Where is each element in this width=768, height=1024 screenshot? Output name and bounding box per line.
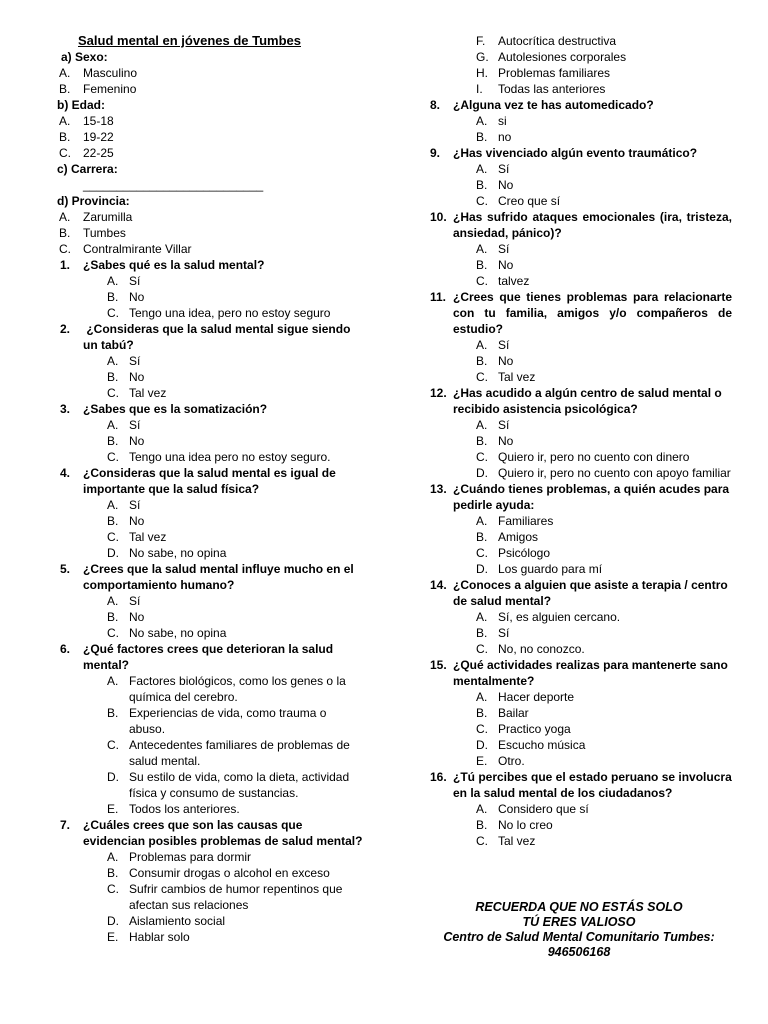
option-label: Escucho música <box>498 738 586 752</box>
question-text <box>426 97 732 113</box>
question-label: ¿Tú percibes que el estado peruano se involucra en la salud mental de los ciudadanos? <box>453 770 736 800</box>
option-label: No sabe, no opina <box>129 626 227 640</box>
question-block <box>426 289 736 385</box>
option-letter: C. <box>107 530 119 544</box>
option-letter: C. <box>107 450 119 464</box>
option-label: Sí <box>498 162 510 176</box>
option-letter: G. <box>476 50 489 64</box>
question-number: 6. <box>60 642 71 656</box>
option-label: Aislamiento social <box>129 914 226 928</box>
option-letter: C. <box>107 306 119 320</box>
option-letter: B. <box>107 514 119 528</box>
option-item[interactable] <box>57 225 363 241</box>
option-label: Todas las anteriores <box>498 82 606 96</box>
closing-line-3: Centro de Salud Mental Comunitario Tumbes: <box>443 930 715 944</box>
option-item[interactable] <box>57 289 363 305</box>
option-letter: B. <box>476 434 488 448</box>
option-label: No <box>129 514 145 528</box>
option-letter: A. <box>476 514 488 528</box>
option-label: Tal vez <box>498 370 536 384</box>
option-letter: C. <box>476 546 488 560</box>
option-label: Antecedentes familiares de problemas de salud mental. <box>129 738 350 768</box>
carrera-heading: c) Carrera: <box>57 162 118 176</box>
option-item[interactable] <box>426 609 732 625</box>
question-block <box>426 385 732 481</box>
option-letter: C. <box>476 642 488 656</box>
option-label: No <box>498 258 514 272</box>
option-letter: C. <box>476 722 488 736</box>
question-block <box>57 321 363 401</box>
option-label: No, no conozco. <box>498 642 585 656</box>
option-letter: B. <box>476 626 488 640</box>
option-item[interactable] <box>426 337 732 353</box>
option-item[interactable] <box>426 705 732 721</box>
question-number: 15. <box>430 658 447 672</box>
option-label: Todos los anteriores. <box>129 802 240 816</box>
option-label: Problemas para dormir <box>129 850 252 864</box>
option-letter: B. <box>107 370 119 384</box>
question-label: ¿Has acudido a algún centro de salud mental o recibido asistencia psicológica? <box>453 386 726 416</box>
question-label: ¿Qué factores crees que deterioran la salud mental? <box>83 642 337 672</box>
option-label: Quiero ir, pero no cuento con apoyo familiar <box>498 466 731 480</box>
question-number: 8. <box>430 98 441 112</box>
option-letter: D. <box>107 770 119 784</box>
option-item[interactable] <box>57 449 363 465</box>
option-letter: A. <box>107 354 119 368</box>
question-text <box>426 209 736 241</box>
option-label: Sí <box>498 338 510 352</box>
questions-right <box>426 33 736 849</box>
option-item[interactable] <box>426 129 732 145</box>
option-letter: F. <box>476 34 486 48</box>
question-number: 2. <box>60 322 71 336</box>
option-label: Problemas familiares <box>498 66 611 80</box>
option-item[interactable] <box>426 417 732 433</box>
option-letter: B. <box>476 530 488 544</box>
option-label: Experiencias de vida, como trauma o abuso. <box>129 706 327 736</box>
option-label: Tal vez <box>129 530 167 544</box>
option-item[interactable] <box>426 449 732 465</box>
option-label: Creo que sí <box>498 194 561 208</box>
option-letter: A. <box>59 114 71 128</box>
question-block <box>426 33 732 97</box>
option-label: 19-22 <box>83 130 114 144</box>
option-label: Sí, es alguien cercano. <box>498 610 621 624</box>
option-letter: A. <box>107 498 119 512</box>
option-label: Sí <box>129 418 141 432</box>
option-item[interactable] <box>57 81 363 97</box>
option-letter: B. <box>59 82 71 96</box>
option-label: Consumir drogas o alcohol en exceso <box>129 866 330 880</box>
question-block <box>57 401 363 465</box>
option-item[interactable] <box>426 113 732 129</box>
option-letter: D. <box>476 562 488 576</box>
option-label: 15-18 <box>83 114 114 128</box>
question-label: ¿Qué actividades realizas para mantenerte sano mentalmente? <box>453 658 732 688</box>
option-label: No <box>498 178 514 192</box>
option-item[interactable] <box>57 625 363 641</box>
carrera-blank-line: ___________________________ <box>83 178 264 192</box>
option-item[interactable] <box>57 145 363 161</box>
option-item[interactable] <box>426 625 732 641</box>
question-block <box>426 577 732 657</box>
question-label: ¿Crees que la salud mental influye mucho en el comportamiento humano? <box>83 562 358 592</box>
option-item[interactable] <box>57 593 363 609</box>
question-number: 11. <box>430 290 447 304</box>
question-block <box>426 97 732 145</box>
question-text <box>426 289 736 337</box>
question-block <box>426 145 732 209</box>
option-label: Sufrir cambios de humor repentinos que afectan sus relaciones <box>129 882 343 912</box>
option-label: Tal vez <box>129 386 167 400</box>
option-label: Amigos <box>498 530 539 544</box>
option-letter: B. <box>59 226 71 240</box>
option-letter: D. <box>476 466 488 480</box>
edad-heading: b) Edad: <box>57 98 105 112</box>
option-label: Masculino <box>83 66 138 80</box>
option-letter: B. <box>476 818 488 832</box>
closing-line-1: RECUERDA QUE NO ESTÁS SOLO <box>475 900 683 914</box>
option-label: Contralmirante Villar <box>83 242 192 256</box>
option-item[interactable] <box>57 513 363 529</box>
option-item[interactable] <box>57 113 363 129</box>
option-item[interactable] <box>426 641 732 657</box>
option-item[interactable] <box>57 369 363 385</box>
option-item[interactable] <box>57 865 363 881</box>
option-label: Zarumilla <box>83 210 133 224</box>
option-letter: B. <box>107 706 119 720</box>
option-label: Sí <box>129 274 141 288</box>
option-label: Familiares <box>498 514 554 528</box>
option-label: No <box>498 354 514 368</box>
question-block <box>426 209 736 289</box>
option-label: No lo creo <box>498 818 553 832</box>
question-text <box>426 385 732 417</box>
option-item[interactable] <box>57 529 363 545</box>
option-letter: B. <box>107 866 119 880</box>
option-item[interactable] <box>426 81 732 97</box>
option-item[interactable] <box>426 801 732 817</box>
option-letter: C. <box>107 626 119 640</box>
option-letter: I. <box>476 82 483 96</box>
option-label: Factores biológicos, como los genes o la química del cerebro. <box>129 674 346 704</box>
option-item[interactable] <box>426 353 732 369</box>
option-item[interactable] <box>426 689 732 705</box>
option-letter: A. <box>476 162 488 176</box>
option-letter: A. <box>107 418 119 432</box>
option-item[interactable] <box>426 737 732 753</box>
question-text <box>57 561 363 593</box>
option-label: Su estilo de vida, como la dieta, actividad física y consumo de sustancias. <box>129 770 350 800</box>
question-label: ¿Has sufrido ataques emocionales (ira, tristeza, ansiedad, pánico)? <box>453 210 736 240</box>
option-letter: E. <box>476 754 488 768</box>
option-label: Sí <box>129 594 141 608</box>
option-item[interactable] <box>57 129 363 145</box>
option-item[interactable] <box>426 49 732 65</box>
option-letter: A. <box>476 114 488 128</box>
option-item[interactable] <box>426 513 732 529</box>
question-label: ¿Alguna vez te has automedicado? <box>453 98 654 112</box>
question-label: ¿Conoces a alguien que asiste a terapia / centro de salud mental? <box>453 578 732 608</box>
option-item[interactable] <box>57 241 363 257</box>
question-text <box>57 641 363 673</box>
option-label: No <box>129 290 145 304</box>
option-item[interactable] <box>426 33 732 49</box>
question-number: 16. <box>430 770 447 784</box>
option-letter: A. <box>59 210 71 224</box>
question-block <box>57 561 363 641</box>
option-label: Psicólogo <box>498 546 551 560</box>
question-label: ¿Cuándo tienes problemas, a quién acudes para pedirle ayuda: <box>453 482 733 512</box>
option-item[interactable] <box>57 913 363 929</box>
option-label: Sí <box>129 354 141 368</box>
option-letter: D. <box>107 914 119 928</box>
option-label: Autocrítica destructiva <box>498 34 617 48</box>
option-label: Tengo una idea, pero no estoy seguro <box>129 306 331 320</box>
option-label: Hablar solo <box>129 930 190 944</box>
question-label: ¿Sabes que es la somatización? <box>83 402 268 416</box>
question-text <box>426 145 732 161</box>
option-label: Sí <box>498 418 510 432</box>
option-letter: A. <box>476 802 488 816</box>
option-label: Tengo una idea pero no estoy seguro. <box>129 450 331 464</box>
question-block <box>57 641 363 817</box>
option-letter: C. <box>107 882 119 896</box>
question-text <box>426 577 732 609</box>
question-number: 3. <box>60 402 71 416</box>
option-label: Sí <box>498 242 510 256</box>
question-label: ¿Cuáles crees que son las causas que evidencian posibles problemas de salud mental? <box>83 818 363 848</box>
option-letter: C. <box>476 274 488 288</box>
option-letter: C. <box>59 242 71 256</box>
option-item[interactable] <box>426 753 732 769</box>
option-item[interactable] <box>57 609 363 625</box>
option-item[interactable] <box>426 257 732 273</box>
question-block <box>57 465 363 561</box>
option-letter: C. <box>476 194 488 208</box>
option-letter: C. <box>59 146 71 160</box>
option-label: Tumbes <box>83 226 126 240</box>
question-text <box>57 465 363 497</box>
closing-phone: 946506168 <box>547 945 611 959</box>
option-label: 22-25 <box>83 146 114 160</box>
option-label: si <box>498 114 507 128</box>
option-letter: B. <box>107 434 119 448</box>
question-label: ¿Crees que tienes problemas para relacionarte con tu familia, amigos y/o compañeros de estudio? <box>453 290 736 336</box>
option-letter: A. <box>476 610 488 624</box>
option-label: Femenino <box>83 82 137 96</box>
sexo-options <box>57 65 363 97</box>
option-item[interactable] <box>57 417 363 433</box>
right-column <box>426 33 736 849</box>
option-letter: B. <box>476 130 488 144</box>
option-letter: A. <box>476 242 488 256</box>
question-block <box>57 257 363 321</box>
option-letter: C. <box>107 386 119 400</box>
option-letter: C. <box>107 738 119 752</box>
question-block <box>426 481 732 577</box>
option-letter: A. <box>107 850 119 864</box>
question-label: ¿Consideras que la salud mental sigue siendo un tabú? <box>83 322 354 352</box>
question-number: 13. <box>430 482 447 496</box>
option-item[interactable] <box>426 561 732 577</box>
option-label: Sí <box>498 626 510 640</box>
question-text <box>57 401 363 417</box>
question-text <box>426 481 732 513</box>
question-text <box>57 817 363 849</box>
option-letter: A. <box>107 674 119 688</box>
option-item[interactable] <box>426 369 732 385</box>
option-item[interactable] <box>426 65 732 81</box>
question-block <box>426 657 732 769</box>
option-letter: D. <box>476 738 488 752</box>
option-label: talvez <box>498 274 530 288</box>
question-number: 12. <box>430 386 447 400</box>
option-letter: C. <box>476 370 488 384</box>
question-text <box>57 257 363 273</box>
option-label: Tal vez <box>498 834 536 848</box>
questions-left <box>57 257 363 945</box>
option-item[interactable] <box>57 673 363 705</box>
option-label: Hacer deporte <box>498 690 575 704</box>
question-label: ¿Consideras que la salud mental es igual de importante que la salud física? <box>83 466 340 496</box>
question-block <box>57 817 363 945</box>
option-label: No <box>129 434 145 448</box>
option-item[interactable] <box>426 273 732 289</box>
question-text <box>426 769 736 801</box>
option-item[interactable] <box>57 305 363 321</box>
option-letter: A. <box>107 594 119 608</box>
option-item[interactable] <box>57 929 363 945</box>
option-item[interactable] <box>57 497 363 513</box>
option-label: Otro. <box>498 754 525 768</box>
option-item[interactable] <box>426 161 732 177</box>
option-letter: C. <box>476 834 488 848</box>
question-number: 4. <box>60 466 71 480</box>
provincia-heading: d) Provincia: <box>57 194 130 208</box>
option-item[interactable] <box>57 209 363 225</box>
option-label: Los guardo para mí <box>498 562 603 576</box>
option-letter: B. <box>107 290 119 304</box>
option-item[interactable] <box>57 273 363 289</box>
question-label: ¿Has vivenciado algún evento traumático? <box>453 146 698 160</box>
question-number: 14. <box>430 578 447 592</box>
option-letter: B. <box>476 178 488 192</box>
closing-message <box>426 900 732 960</box>
option-label: No sabe, no opina <box>129 546 227 560</box>
option-label: Quiero ir, pero no cuento con dinero <box>498 450 690 464</box>
option-item[interactable] <box>57 769 363 801</box>
question-number: 1. <box>60 258 71 272</box>
option-letter: A. <box>476 690 488 704</box>
option-item[interactable] <box>57 65 363 81</box>
option-item[interactable] <box>426 193 732 209</box>
question-number: 5. <box>60 562 71 576</box>
provincia-options <box>57 209 363 257</box>
question-block <box>426 769 736 849</box>
option-label: Bailar <box>498 706 529 720</box>
option-label: Practico yoga <box>498 722 571 736</box>
option-label: no <box>498 130 512 144</box>
option-item[interactable] <box>57 881 363 913</box>
question-number: 10. <box>430 210 447 224</box>
survey-title: Salud mental en jóvenes de Tumbes <box>78 33 301 48</box>
option-label: Autolesiones corporales <box>498 50 627 64</box>
option-letter: A. <box>476 338 488 352</box>
option-letter: A. <box>59 66 71 80</box>
option-item[interactable] <box>426 833 732 849</box>
question-text <box>57 321 363 353</box>
option-label: Considero que sí <box>498 802 589 816</box>
option-label: Sí <box>129 498 141 512</box>
option-letter: E. <box>107 802 119 816</box>
option-item[interactable] <box>426 817 732 833</box>
option-item[interactable] <box>426 465 732 481</box>
option-letter: B. <box>476 706 488 720</box>
option-letter: B. <box>107 610 119 624</box>
option-letter: A. <box>107 274 119 288</box>
option-letter: D. <box>107 546 119 560</box>
question-number: 7. <box>60 818 71 832</box>
option-item[interactable] <box>426 721 732 737</box>
question-label: ¿Sabes qué es la salud mental? <box>83 258 265 272</box>
left-column <box>57 33 363 945</box>
option-item[interactable] <box>57 545 363 561</box>
option-item[interactable] <box>426 529 732 545</box>
option-item[interactable] <box>57 801 363 817</box>
option-label: No <box>498 434 514 448</box>
option-item[interactable] <box>57 353 363 369</box>
option-label: No <box>129 370 145 384</box>
option-letter: H. <box>476 66 488 80</box>
option-item[interactable] <box>57 705 363 737</box>
option-item[interactable] <box>426 241 732 257</box>
option-item[interactable] <box>426 545 732 561</box>
sexo-heading: a) Sexo: <box>61 50 108 64</box>
closing-line-2: TÚ ERES VALIOSO <box>522 915 636 929</box>
option-item[interactable] <box>426 177 732 193</box>
option-letter: B. <box>59 130 71 144</box>
question-text <box>426 657 732 689</box>
option-letter: C. <box>476 450 488 464</box>
question-number: 9. <box>430 146 441 160</box>
option-item[interactable] <box>57 737 363 769</box>
option-item[interactable] <box>57 385 363 401</box>
edad-options <box>57 113 363 161</box>
option-item[interactable] <box>57 433 363 449</box>
option-label: No <box>129 610 145 624</box>
option-item[interactable] <box>426 433 732 449</box>
option-letter: B. <box>476 354 488 368</box>
option-letter: E. <box>107 930 119 944</box>
option-letter: B. <box>476 258 488 272</box>
option-letter: A. <box>476 418 488 432</box>
option-item[interactable] <box>57 849 363 865</box>
